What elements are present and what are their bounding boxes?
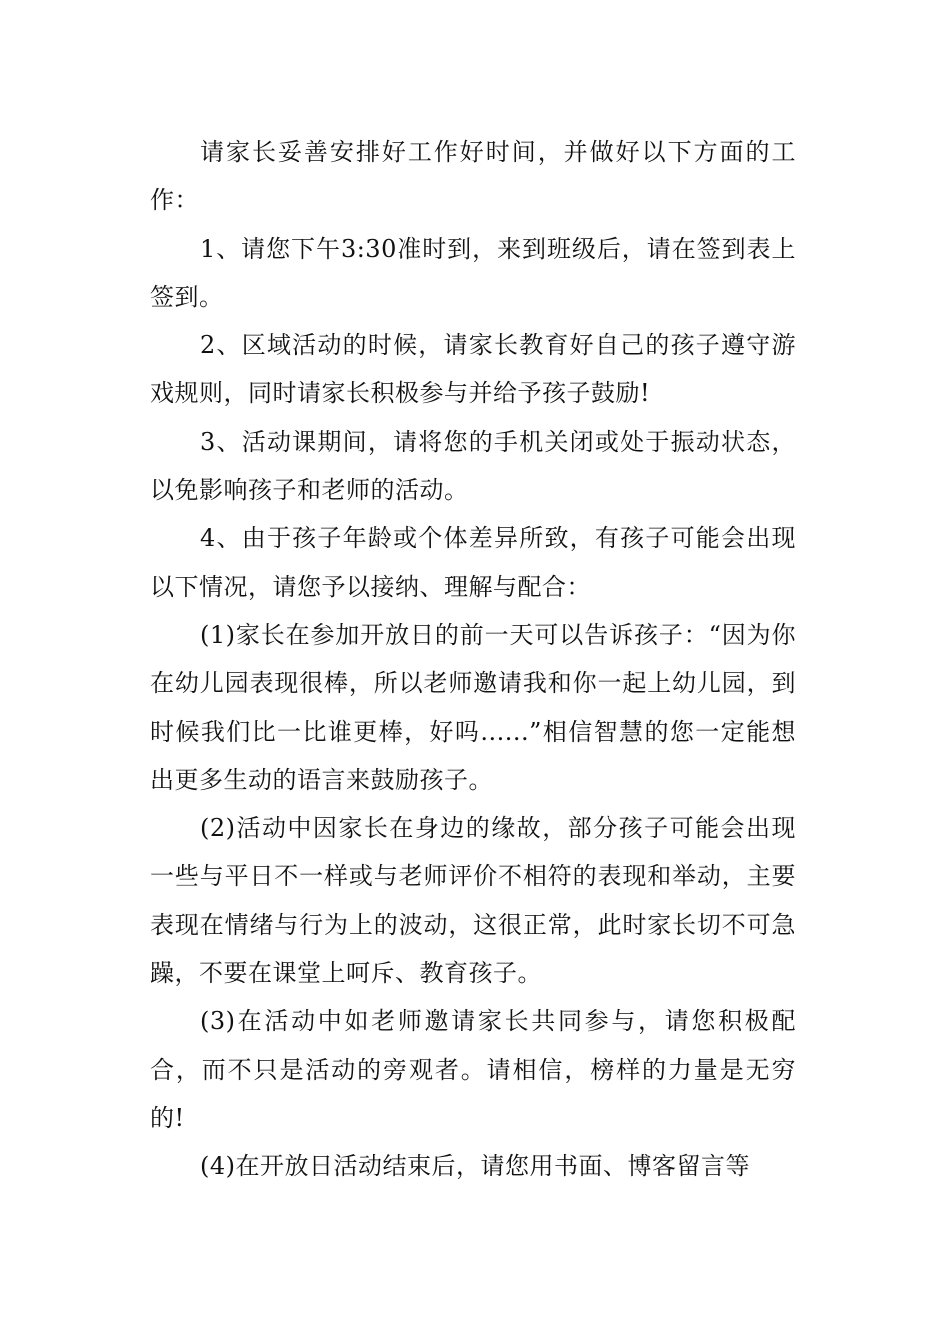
paragraph-subitem-2: (2)活动中因家长在身边的缘故，部分孩子可能会出现一些与平日不一样或与老师评价不相符的表现和举动，主要表现在情绪与行为上的波动，这很正常，此时家长切不可急躁，不要在课堂上呵斥、教育孩子。 (150, 814, 796, 988)
paragraph-subitem-4: (4)在开放日活动结束后，请您用书面、博客留言等 (200, 1152, 750, 1181)
paragraph-intro: 请家长妥善安排好工作好时间，并做好以下方面的工作： (150, 138, 796, 215)
paragraph-item-3: 3、活动课期间，请将您的手机关闭或处于振动状态，以免影响孩子和老师的活动。 (150, 427, 796, 505)
paragraph-subitem-3: (3)在活动中如老师邀请家长共同参与，请您积极配合，而不只是活动的旁观者。请相信，榜样的力量是无穷的! (150, 1007, 796, 1132)
paragraph-item-4: 4、由于孩子年龄或个体差异所致，有孩子可能会出现以下情况，请您予以接纳、理解与配合： (150, 524, 796, 601)
paragraph-subitem-1: (1)家长在参加开放日的前一天可以告诉孩子：“因为你在幼儿园表现很棒，所以老师邀请我和你一起上幼儿园，到时候我们比一比谁更棒，好吗......”相信智慧的您一定能想出更多生动的语言来鼓励孩子。 (150, 620, 796, 794)
paragraph-item-1: 1、请您下午3:30准时到，来到班级后，请在签到表上签到。 (150, 234, 796, 311)
paragraph-item-2: 2、区域活动的时候，请家长教育好自己的孩子遵守游戏规则，同时请家长积极参与并给予孩子鼓励! (150, 331, 796, 408)
document-body (150, 128, 796, 1191)
